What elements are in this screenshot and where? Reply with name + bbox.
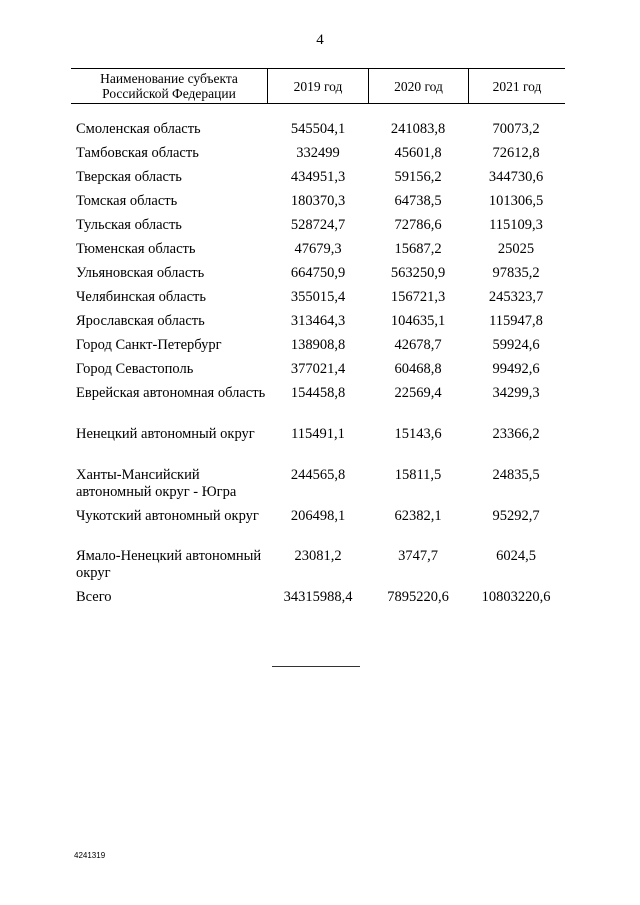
region-name: Город Санкт-Петербург (76, 337, 222, 353)
value-2020: 72786,6 (394, 217, 442, 233)
value-2019: 434951,3 (290, 169, 346, 185)
region-name: Тюменская область (76, 241, 196, 257)
total-label: Всего (76, 589, 112, 605)
value-2019: 154458,8 (290, 385, 346, 401)
end-divider (272, 666, 360, 667)
region-name: Ульяновская область (76, 265, 205, 281)
value-2019: 545504,1 (290, 121, 346, 137)
value-2021: 344730,6 (488, 169, 544, 185)
value-2019: 313464,3 (290, 313, 346, 329)
region-name: Ненецкий автономный округ (76, 426, 255, 442)
region-name: Ярославская область (76, 313, 205, 329)
value-2020: 64738,5 (394, 193, 442, 209)
region-name: Ханты-Мансийский автономный округ - Югра (76, 467, 237, 500)
value-2021: 72612,8 (492, 145, 540, 161)
region-name: Ямало-Ненецкий автономный округ (76, 548, 262, 581)
total-2019: 34315988,4 (283, 589, 353, 605)
value-2021: 24835,5 (492, 467, 540, 483)
value-2020: 22569,4 (394, 385, 442, 401)
value-2021: 99492,6 (492, 361, 540, 377)
value-2019: 47679,3 (294, 241, 342, 257)
value-2021: 95292,7 (492, 508, 540, 524)
value-2019: 180370,3 (290, 193, 346, 209)
header-region-name: Наименование субъекта Российской Федерации (100, 71, 238, 101)
value-2021: 6024,5 (496, 548, 536, 564)
value-2020: 104635,1 (390, 313, 446, 329)
value-2021: 59924,6 (492, 337, 540, 353)
value-2020: 45601,8 (394, 145, 442, 161)
value-2020: 15143,6 (394, 426, 442, 442)
value-2021: 23366,2 (492, 426, 540, 442)
value-2019: 206498,1 (290, 508, 346, 524)
value-2019: 138908,8 (290, 337, 346, 353)
page-number: 4 (316, 32, 324, 48)
value-2020: 563250,9 (390, 265, 446, 281)
value-2021: 115109,3 (489, 217, 543, 233)
document-code: 4241319 (74, 851, 106, 860)
value-2021: 101306,5 (488, 193, 544, 209)
value-2020: 241083,8 (390, 121, 446, 137)
value-2021: 70073,2 (492, 121, 540, 137)
value-2020: 60468,8 (394, 361, 442, 377)
value-2021: 245323,7 (488, 289, 544, 305)
region-name: Тульская область (76, 217, 182, 233)
value-2019: 23081,2 (294, 548, 342, 564)
region-name: Еврейская автономная область (76, 385, 266, 401)
value-2020: 3747,7 (398, 548, 438, 564)
value-2019: 664750,9 (290, 265, 346, 281)
region-name: Челябинская область (76, 289, 206, 305)
header-2020: 2020 год (394, 78, 443, 94)
header-2021: 2021 год (492, 78, 542, 94)
value-2019: 377021,4 (290, 361, 346, 377)
total-2021: 10803220,6 (481, 589, 551, 605)
value-2019: 244565,8 (290, 467, 346, 483)
value-2021: 25025 (497, 241, 535, 257)
value-2021: 97835,2 (492, 265, 540, 281)
value-2019: 332499 (296, 145, 340, 161)
value-2021: 34299,3 (492, 385, 540, 401)
region-name: Томская область (76, 193, 178, 209)
region-name: Тамбовская область (76, 145, 199, 161)
table-header (71, 68, 565, 104)
value-2020: 15687,2 (394, 241, 442, 257)
value-2020: 62382,1 (394, 508, 442, 524)
region-name: Смоленская область (76, 121, 201, 137)
header-2019: 2019 год (293, 78, 343, 94)
value-2021: 115947,8 (489, 313, 543, 329)
value-2020: 15811,5 (394, 467, 442, 483)
value-2019: 115491,1 (291, 426, 345, 442)
value-2020: 156721,3 (390, 289, 446, 305)
value-2020: 42678,7 (394, 337, 442, 353)
value-2020: 59156,2 (394, 169, 442, 185)
total-2020: 7895220,6 (387, 589, 449, 605)
value-2019: 528724,7 (290, 217, 346, 233)
region-name: Тверская область (76, 169, 182, 185)
value-2019: 355015,4 (290, 289, 346, 305)
region-name: Чукотский автономный округ (76, 508, 259, 524)
region-name: Город Севастополь (76, 361, 194, 377)
